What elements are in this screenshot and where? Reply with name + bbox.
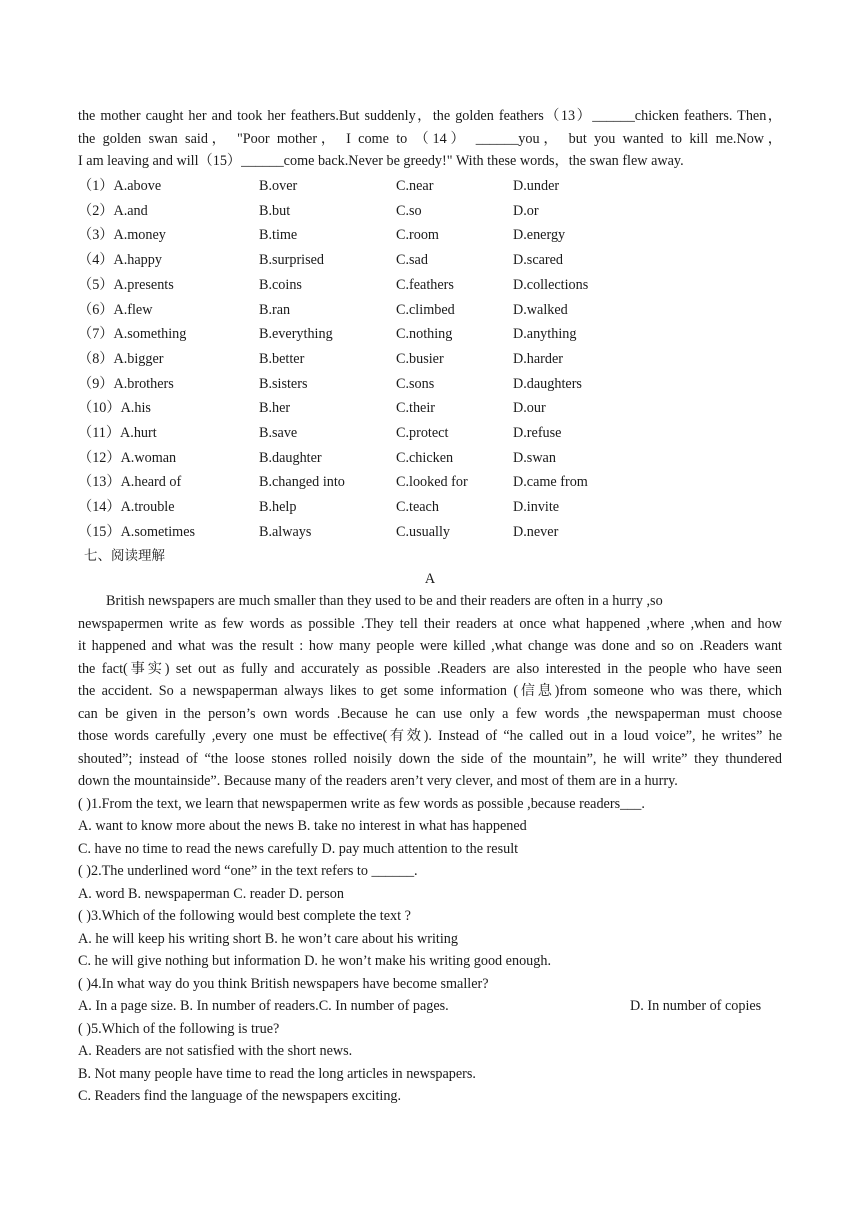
option-choice-d: D.daughters: [513, 375, 582, 392]
question-5-option-b: B. Not many people have time to read the long articles in newspapers.: [78, 1066, 476, 1082]
passage-line-6: can be given in the person’s own words .Because he can use only a few words ,the newspaperman must choose: [78, 706, 782, 722]
passage-line-2: newspapermen write as few words as possible .They tell their readers at once what happened ,where ,when and how: [78, 616, 782, 632]
question-1-options-ab: A. want to know more about the news B. take no interest in what has happened: [78, 818, 527, 834]
option-choice-a: （7）A.something: [78, 326, 187, 343]
option-choice-a: （8）A.bigger: [78, 350, 164, 367]
cloze-line-1: the mother caught her and took her feathers.But suddenly，the golden feathers（13）______chicken feathers. Then，: [78, 108, 782, 124]
option-choice-b: B.better: [259, 350, 305, 367]
option-choice-c: C.climbed: [396, 301, 455, 318]
option-choice-a: （10）A.his: [78, 400, 151, 417]
passage-line-8: shouted”; instead of “the loose stones rolled noisily down the side of the mountain”, he will write” they thundered: [78, 751, 782, 767]
option-choice-a: （6）A.flew: [78, 301, 153, 318]
passage-label: A: [424, 571, 436, 587]
option-choice-d: D.swan: [513, 449, 556, 466]
option-choice-a: （15）A.sometimes: [78, 523, 196, 540]
option-choice-c: C.sad: [396, 252, 428, 269]
option-choice-a: （11）A.hurt: [78, 425, 157, 441]
option-choice-d: D.invite: [513, 499, 560, 516]
question-2-options: A. word B. newspaperman C. reader D. person: [78, 886, 344, 902]
question-5-option-a: A. Readers are not satisfied with the short news.: [78, 1043, 353, 1059]
option-choice-c: C.usually: [396, 523, 450, 540]
section-title: 七、阅读理解: [84, 548, 165, 564]
option-choice-d: D.walked: [513, 301, 568, 318]
question-3-options-ab: A. he will keep his writing short B. he won’t care about his writing: [78, 931, 458, 947]
option-choice-d: D.refuse: [513, 425, 562, 441]
question-1-options-cd: C. have no time to read the news carefully D. pay much attention to the result: [78, 841, 519, 857]
option-choice-b: B.everything: [259, 326, 333, 343]
option-choice-c: C.near: [396, 178, 434, 194]
option-choice-a: （1）A.above: [78, 178, 162, 194]
option-choice-d: D.energy: [513, 227, 566, 244]
question-3: ( )3.Which of the following would best complete the text ?: [78, 908, 411, 924]
question-5-option-c: C. Readers find the language of the newspapers exciting.: [78, 1088, 402, 1104]
option-choice-d: D.collections: [513, 276, 589, 293]
question-2: ( )2.The underlined word “one” in the text refers to ______.: [78, 863, 418, 879]
option-choice-b: B.ran: [259, 301, 291, 318]
option-choice-c: C.chicken: [396, 449, 454, 466]
option-choice-d: D.never: [513, 523, 559, 540]
passage-line-3: it happened and what was the result : how many people were killed ,what change was done and so on .Readers want: [78, 638, 782, 654]
option-choice-b: B.time: [259, 227, 298, 244]
option-choice-a: （12）A.woman: [78, 449, 177, 466]
question-4-option-d: D. In number of copies: [630, 998, 762, 1014]
passage-line-5: the accident. So a newspaperman always likes to get some information (信息)from someone who was there, which: [78, 683, 782, 699]
option-choice-a: （4）A.happy: [78, 252, 162, 269]
option-choice-c: C.feathers: [396, 276, 454, 293]
passage-line-1: British newspapers are much smaller than they used to be and their readers are often in a hurry ,so: [106, 593, 663, 609]
cloze-line-2: the golden swan said， "Poor mother， I come to （14） ______you， but you wanted to kill me.Now，: [78, 131, 782, 147]
question-4: ( )4.In what way do you think British newspapers have become smaller?: [78, 976, 489, 992]
option-choice-c: C.looked for: [396, 474, 468, 491]
option-choice-c: C.nothing: [396, 326, 453, 343]
option-choice-b: B.save: [259, 425, 298, 441]
option-choice-b: B.changed into: [259, 474, 345, 491]
option-choice-a: （14）A.trouble: [78, 499, 175, 516]
option-choice-c: C.room: [396, 227, 439, 244]
option-choice-d: D.scared: [513, 252, 564, 269]
option-choice-d: D.under: [513, 178, 560, 194]
question-3-options-cd: C. he will give nothing but information D. he won’t make his writing good enough.: [78, 953, 551, 969]
option-choice-b: B.but: [259, 202, 291, 219]
option-choice-c: C.so: [396, 202, 422, 219]
option-choice-a: （3）A.money: [78, 227, 166, 244]
question-1: ( )1.From the text, we learn that newspapermen write as few words as possible ,because readers___.: [78, 796, 645, 812]
passage-line-9: down the mountainside”. Because many of the readers aren’t very clever, and most of them are in a hurry.: [78, 773, 678, 789]
option-choice-b: B.her: [259, 400, 291, 417]
option-choice-b: B.always: [259, 523, 312, 540]
cloze-line-3: I am leaving and will（15）______come back.Never be greedy!" With these words，the swan flew away.: [78, 153, 684, 169]
option-choice-c: C.protect: [396, 425, 449, 441]
option-choice-a: （9）A.brothers: [78, 375, 174, 392]
option-choice-d: D.our: [513, 400, 546, 417]
option-choice-d: D.anything: [513, 326, 577, 343]
option-choice-c: C.their: [396, 400, 436, 417]
passage-line-7: those words carefully ,every one must be effective(有效). Instead of “he called out in a loud voice”, he writes” he: [78, 728, 782, 744]
question-4-options-abc: A. In a page size. B. In number of readers.C. In number of pages.: [78, 998, 449, 1014]
option-choice-a: （2）A.and: [78, 202, 148, 219]
question-5: ( )5.Which of the following is true?: [78, 1021, 280, 1037]
option-choice-d: D.harder: [513, 350, 564, 367]
option-choice-c: C.busier: [396, 350, 444, 367]
option-choice-a: （13）A.heard of: [78, 474, 182, 491]
option-choice-c: C.teach: [396, 499, 439, 516]
option-choice-b: B.daughter: [259, 449, 322, 466]
option-choice-b: B.help: [259, 499, 297, 516]
option-choice-c: C.sons: [396, 375, 435, 392]
option-choice-b: B.sisters: [259, 375, 308, 392]
option-choice-b: B.over: [259, 178, 298, 194]
option-choice-d: D.came from: [513, 474, 588, 491]
option-choice-b: B.coins: [259, 276, 302, 293]
option-choice-b: B.surprised: [259, 252, 325, 269]
passage-line-4: the fact(事实) set out as fully and accurately as possible .Readers are also interested in the people who have seen: [78, 661, 782, 677]
option-choice-d: D.or: [513, 202, 539, 219]
option-choice-a: （5）A.presents: [78, 276, 174, 293]
